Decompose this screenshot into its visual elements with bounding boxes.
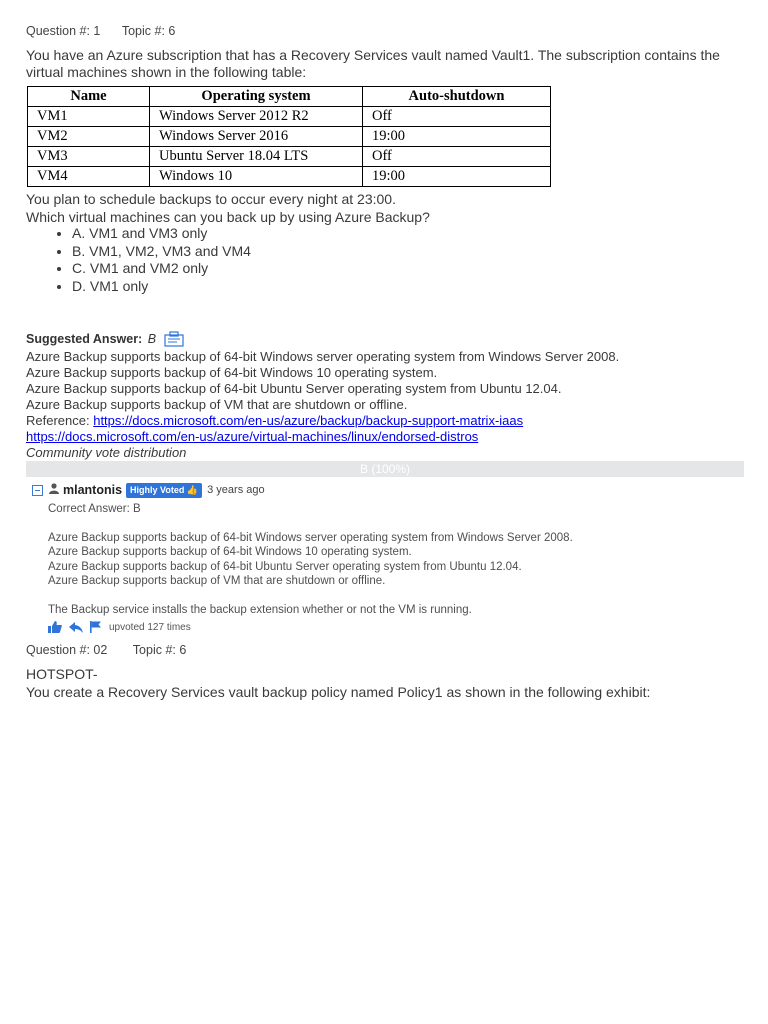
reference-label: Reference: xyxy=(26,413,90,428)
table-row xyxy=(28,127,551,147)
answer-choices xyxy=(26,225,251,295)
comment-username[interactable]: mlantonis xyxy=(63,483,123,497)
question-number: Question #: 1 xyxy=(26,24,101,38)
comment-actions xyxy=(48,621,732,633)
explanation-line: Azure Backup supports backup of 64-bit Windows server operating system from Windows Server 2008. xyxy=(26,349,620,364)
table-cell: VM2 xyxy=(28,127,150,147)
explanation-line: Azure Backup supports backup of 64-bit Ubuntu Server operating system from Ubuntu 12.04. xyxy=(26,381,562,396)
highly-voted-badge xyxy=(126,483,202,498)
question-2-header xyxy=(26,643,186,657)
explanation-line: Azure Backup supports backup of VM that are shutdown or offline. xyxy=(26,397,408,412)
question-1-prompt xyxy=(26,190,430,226)
upvote-icon[interactable] xyxy=(48,621,62,633)
table-cell: Windows Server 2016 xyxy=(150,127,363,147)
explanation-line: Azure Backup supports backup of 64-bit Windows 10 operating system. xyxy=(26,365,438,380)
table-cell: 19:00 xyxy=(363,167,551,187)
question-text: Which virtual machines can you back up by using Azure Backup? xyxy=(26,209,430,225)
table-cell: Windows Server 2012 R2 xyxy=(150,107,363,127)
column-header-auto-shutdown: Auto-shutdown xyxy=(363,87,551,107)
table-cell: Windows 10 xyxy=(150,167,363,187)
question-1-text: You have an Azure subscription that has a Recovery Services vault named Vault1. The subscription contains the virtual machines shown in the following table: xyxy=(26,47,720,80)
table-cell: Ubuntu Server 18.04 LTS xyxy=(150,147,363,167)
reveal-solution-icon[interactable] xyxy=(164,331,184,350)
suggested-answer-value: B xyxy=(147,332,157,346)
topic-number: Topic #: 6 xyxy=(121,24,176,38)
comment-line: Azure Backup supports backup of VM that are shutdown or offline. xyxy=(48,575,386,587)
suggested-answer xyxy=(26,331,184,350)
reference-link-endorsed-distros[interactable]: https://docs.microsoft.com/en-us/azure/virtual-machines/linux/endorsed-distros xyxy=(26,429,479,444)
column-header-os: Operating system xyxy=(150,87,363,107)
question-1-header xyxy=(26,24,175,38)
choice-c[interactable]: • C. VM1 and VM2 only xyxy=(72,260,251,278)
question-2-text: You create a Recovery Services vault backup policy named Policy1 as shown in the following exhibit: xyxy=(26,684,651,700)
table-cell: VM4 xyxy=(28,167,150,187)
comment-line: Azure Backup supports backup of 64-bit Windows 10 operating system. xyxy=(48,546,412,558)
community-vote-label: Community vote distribution xyxy=(26,445,187,460)
comment-timestamp: 3 years ago xyxy=(207,484,265,496)
choice-a[interactable]: • A. VM1 and VM3 only xyxy=(72,225,251,243)
topic-number: Topic #: 6 xyxy=(132,643,187,657)
question-number: Question #: 02 xyxy=(26,643,108,657)
table-row xyxy=(28,147,551,167)
user-icon xyxy=(49,483,59,497)
comment-line: Azure Backup supports backup of 64-bit Windows server operating system from Windows Server 2008. xyxy=(48,531,573,544)
plan-text: You plan to schedule backups to occur every night at 23:00. xyxy=(26,191,396,207)
table-cell: VM1 xyxy=(28,107,150,127)
thumbs-up-icon: 👍 xyxy=(186,484,199,495)
comment-line: Correct Answer: B xyxy=(48,503,141,515)
comment-line: Azure Backup supports backup of 64-bit Ubuntu Server operating system from Ubuntu 12.04. xyxy=(48,560,522,573)
comment-body xyxy=(48,502,732,617)
choice-d[interactable]: • D. VM1 only xyxy=(72,278,251,296)
table-row xyxy=(28,167,551,187)
answer-explanation xyxy=(26,349,619,461)
column-header-name: Name xyxy=(28,87,150,107)
table-header-row xyxy=(28,87,551,107)
report-flag-icon[interactable] xyxy=(90,621,102,633)
upvote-count: upvoted 127 times xyxy=(109,621,191,633)
table-cell: Off xyxy=(363,107,551,127)
reference-link-backup-matrix[interactable]: https://docs.microsoft.com/en-us/azure/backup/backup-support-matrix-iaas xyxy=(93,413,524,428)
comment-header xyxy=(32,481,732,499)
badge-label: Highly Voted xyxy=(130,484,185,495)
reference-line xyxy=(26,413,619,429)
suggested-answer-label: Suggested Answer: xyxy=(26,332,143,346)
vote-distribution-bar: B (100%) xyxy=(26,461,744,477)
question-type-label: HOTSPOT- xyxy=(26,666,98,682)
table-cell: Off xyxy=(363,147,551,167)
comment-line: The Backup service installs the backup extension whether or not the VM is running. xyxy=(48,603,472,616)
table-cell: VM3 xyxy=(28,147,150,167)
table-cell: 19:00 xyxy=(363,127,551,147)
vm-table xyxy=(27,86,551,187)
table-row xyxy=(28,107,551,127)
question-2-body xyxy=(26,665,650,701)
collapse-icon[interactable] xyxy=(32,485,43,496)
reply-icon[interactable] xyxy=(69,621,83,633)
comment xyxy=(32,481,732,633)
choice-b[interactable]: • B. VM1, VM2, VM3 and VM4 xyxy=(72,243,251,261)
